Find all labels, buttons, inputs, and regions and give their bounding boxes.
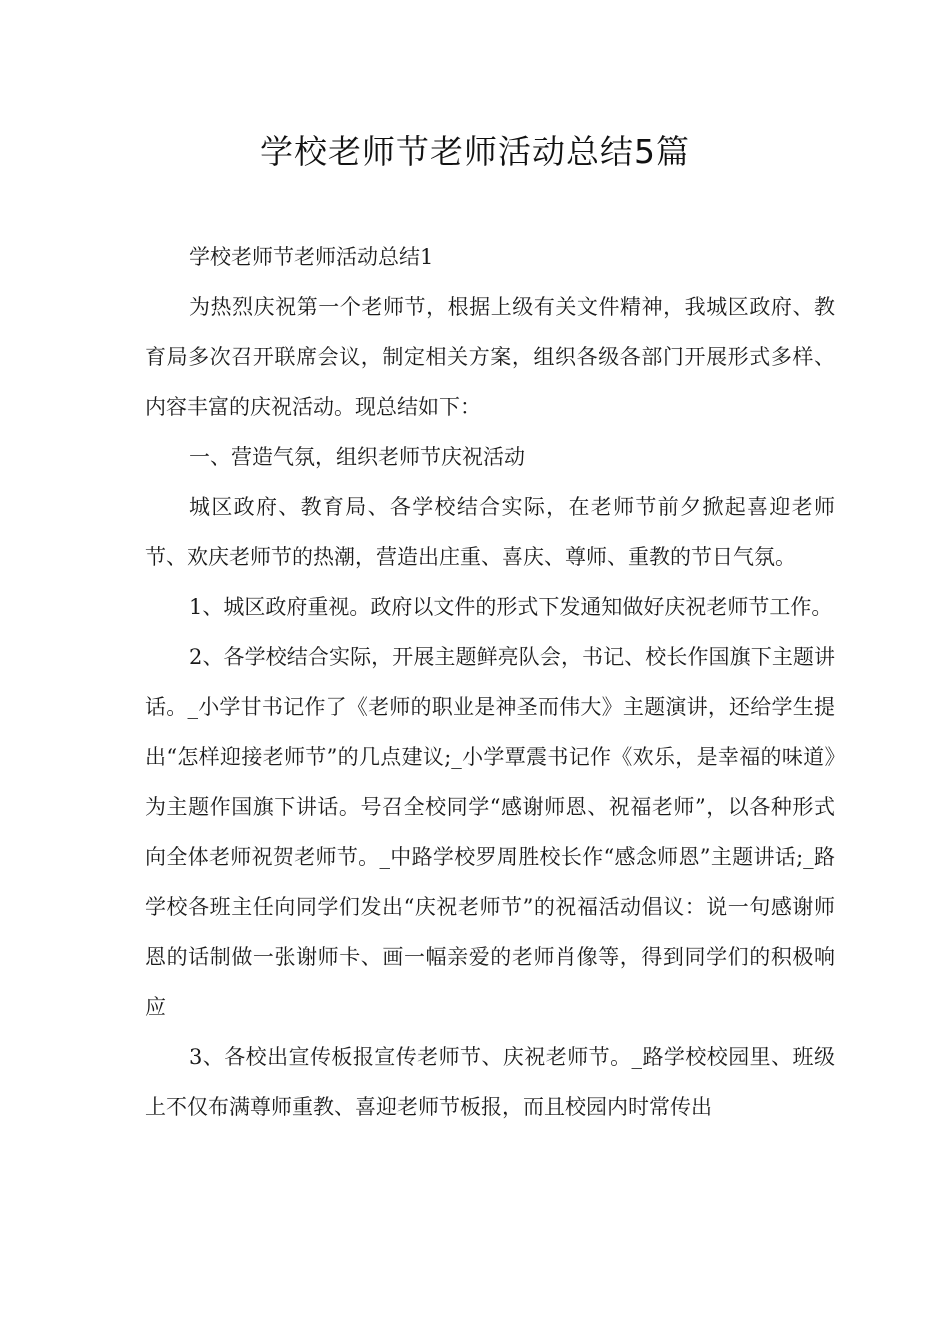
document-body — [145, 232, 835, 1132]
document-title: 学校老师节老师活动总结5篇 — [260, 132, 690, 171]
list-item-2: 2、各学校结合实际，开展主题鲜亮队会，书记、校长作国旗下主题讲话。_小学甘书记作了《老师的职业是神圣而伟大》主题演讲，还给学生提出“怎样迎接老师节”的几点建议;_小学覃震书记作《欢乐，是幸福的味道》为主题作国旗下讲话。号召全校同学“感谢师恩、祝福老师”，以各种形式向全体老师祝贺老师节。_中路学校罗周胜校长作“感念师恩”主题讲话;_路学校各班主任向同学们发出“庆祝老师节”的祝福活动倡议：说一句感谢师恩的话制做一张谢师卡、画一幅亲爱的老师肖像等，得到同学们的积极响应 — [145, 645, 835, 1019]
section-one-heading: 一、营造气氛，组织老师节庆祝活动 — [189, 445, 525, 469]
body-paragraph: 城区政府、教育局、各学校结合实际，在老师节前夕掀起喜迎老师节、欢庆老师节的热潮，营造出庄重、喜庆、尊师、重教的节日气氛。 — [145, 495, 835, 569]
list-item-1: 1、城区政府重视。政府以文件的形式下发通知做好庆祝老师节工作。 — [189, 595, 833, 619]
intro-paragraph: 为热烈庆祝第一个老师节，根据上级有关文件精神，我城区政府、教育局多次召开联席会议，制定相关方案，组织各级各部门开展形式多样、内容丰富的庆祝活动。现总结如下： — [145, 295, 835, 419]
list-item-3: 3、各校出宣传板报宣传老师节、庆祝老师节。_路学校校园里、班级上不仅布满尊师重教、喜迎老师节板报，而且校园内时常传出 — [145, 1045, 835, 1119]
section-heading: 学校老师节老师活动总结1 — [189, 245, 434, 269]
